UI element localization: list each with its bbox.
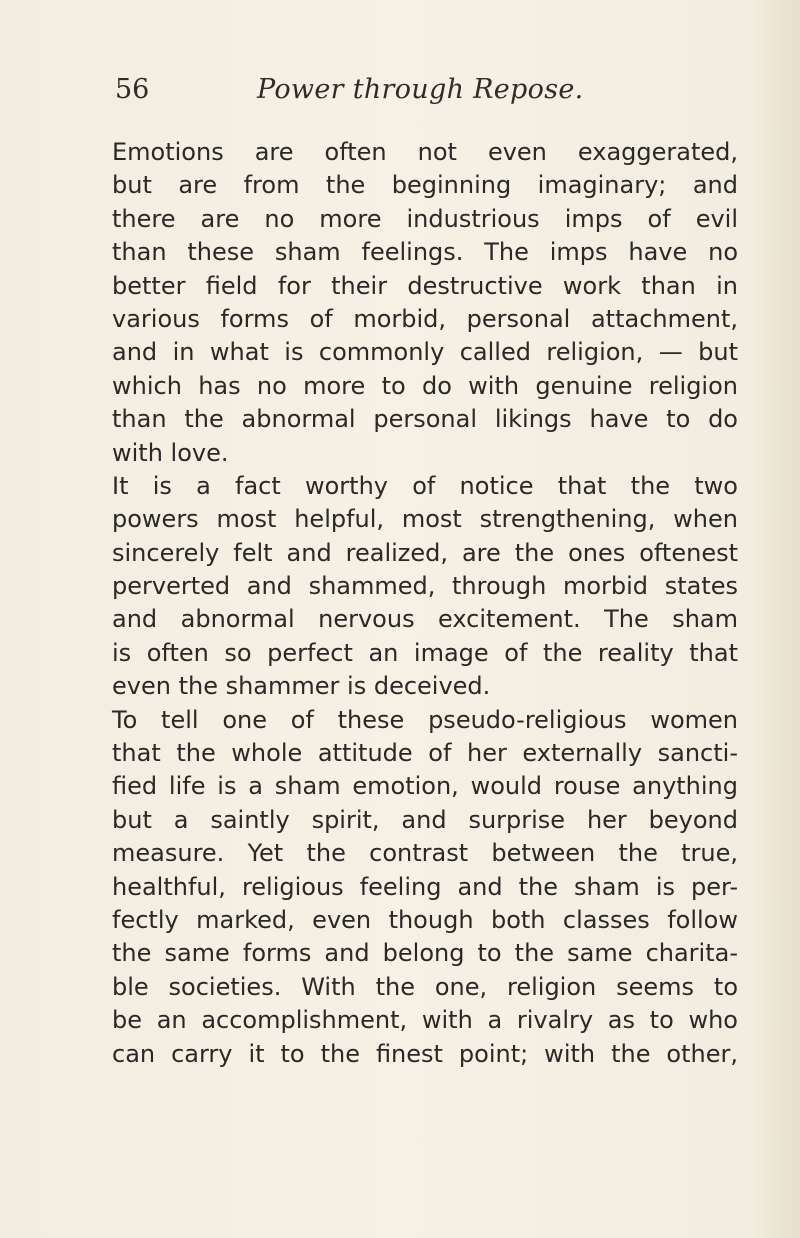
text-line: but a saintly spirit, and surprise her beyond	[112, 805, 738, 834]
text-line: which has no more to do with genuine religion	[112, 371, 738, 400]
text-line: that the whole attitude of her externally sancti-	[112, 739, 738, 768]
text-line: than the abnormal personal likings have to do	[112, 405, 738, 434]
text-line: various forms of morbid, personal attachment,	[112, 304, 738, 333]
text-line: and abnormal nervous excitement. The sham	[112, 605, 738, 634]
running-title: Power through Repose.	[257, 74, 584, 105]
text-line: the same forms and belong to the same charita-	[112, 939, 738, 968]
text-line: but are from the beginning imaginary; and	[112, 171, 738, 200]
text-line: than these sham feelings. The imps have no	[112, 238, 738, 267]
text-line: Emotions are often not even exaggerated,	[112, 138, 738, 166]
text-line: perverted and shammed, through morbid states	[112, 572, 738, 601]
text-line: is often so perfect an image of the reality that	[112, 638, 738, 667]
text-line: can carry it to the finest point; with the other,	[112, 1039, 738, 1068]
page-number: 56	[115, 74, 150, 105]
text-line: fectly marked, even though both classes follow	[112, 905, 738, 934]
text-line: healthful, religious feeling and the sham is per-	[112, 872, 738, 901]
page-edge-shadow	[754, 0, 800, 1238]
text-line: even the shammer is deceived.	[112, 672, 491, 701]
text-line: ble societies. With the one, religion seems to	[112, 972, 738, 1001]
text-line: It is a fact worthy of notice that the two	[112, 471, 738, 500]
text-line: sincerely felt and realized, are the ones oftenest	[112, 538, 738, 567]
text-line: measure. Yet the contrast between the true,	[112, 839, 738, 868]
text-line: To tell one of these pseudo-religious women	[112, 705, 738, 734]
text-line: fied life is a sham emotion, would rouse anything	[112, 772, 738, 801]
text-line: be an accomplishment, with a rivalry as to who	[112, 1006, 738, 1035]
text-line: with love.	[112, 438, 229, 467]
page-header	[115, 74, 735, 114]
body-text	[112, 136, 738, 1071]
text-line: there are no more industrious imps of evil	[112, 204, 738, 233]
text-line: better field for their destructive work than in	[112, 271, 738, 300]
text-line: and in what is commonly called religion, — but	[112, 338, 738, 367]
text-line: powers most helpful, most strengthening, when	[112, 505, 738, 534]
